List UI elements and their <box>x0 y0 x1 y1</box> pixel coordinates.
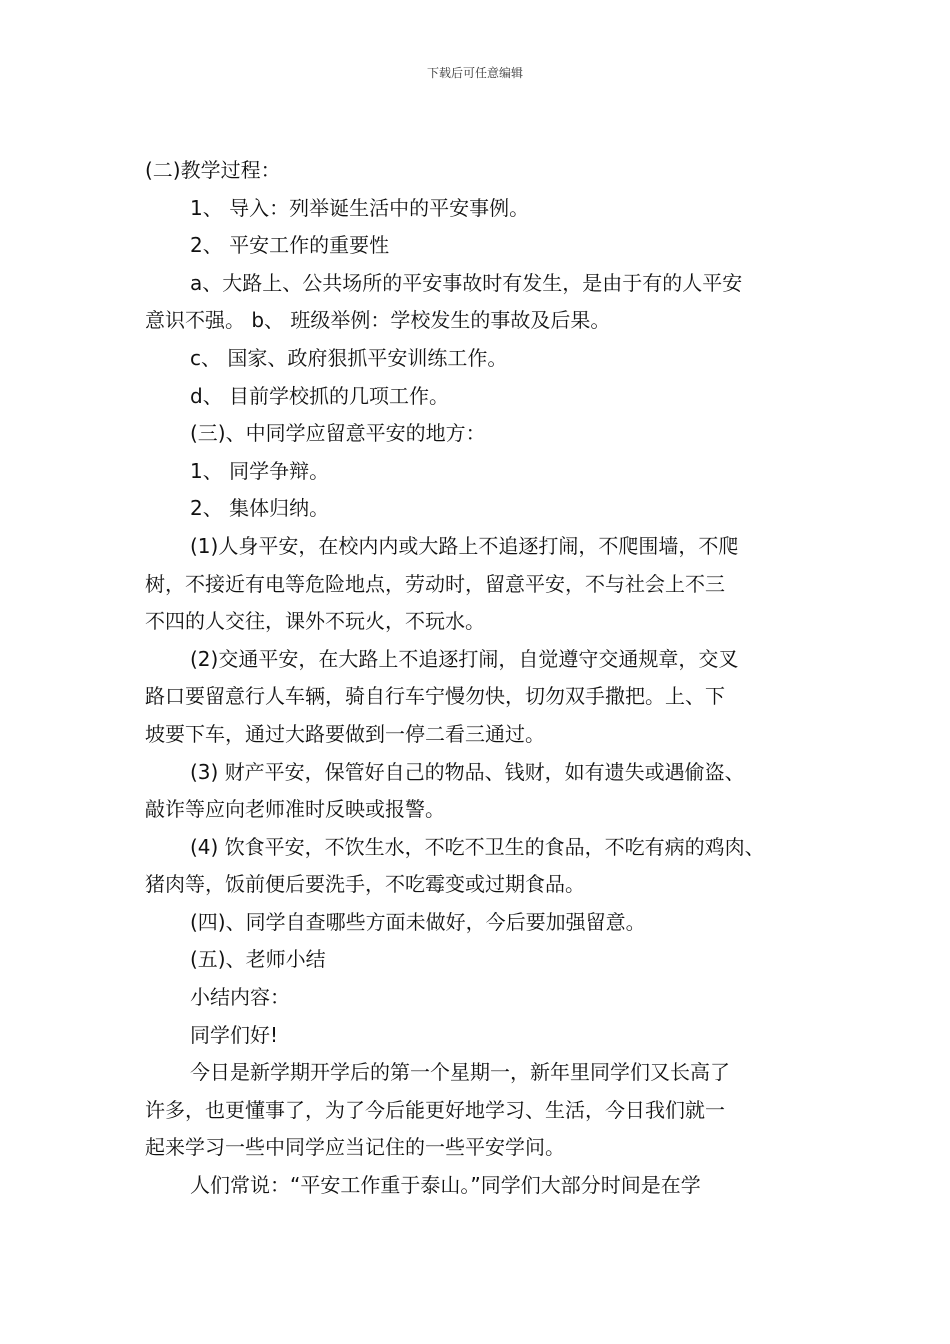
text-line: 同学们好! <box>190 1022 279 1047</box>
paragraph <box>145 340 835 378</box>
text-line: 坡要下车，通过大路要做到一停二看三通过。 <box>145 721 545 746</box>
paragraph <box>145 227 835 265</box>
text-line: 人们常说：“平安工作重于泰山。”同学们大部分时间是在学 <box>190 1173 701 1198</box>
paragraph <box>145 1167 835 1205</box>
paragraph <box>145 378 835 416</box>
paragraph <box>145 415 835 453</box>
paragraph <box>145 190 835 228</box>
text-line: 1、 导入：列举诞生活中的平安事例。 <box>190 195 530 220</box>
text-line: a、大路上、公共场所的平安事故时有发生，是由于有的人平安 <box>190 270 743 295</box>
document-body <box>145 152 835 1205</box>
text-line: 今日是新学期开学后的第一个星期一，新年里同学们又长高了 <box>190 1060 730 1085</box>
text-line: (三)、中同学应留意平安的地方： <box>190 421 486 446</box>
paragraph <box>145 265 835 340</box>
text-line: 起来学习一些中同学应当记住的一些平安学问。 <box>145 1135 565 1160</box>
paragraph <box>145 941 835 979</box>
paragraph <box>145 490 835 528</box>
text-line: c、 国家、政府狠抓平安训练工作。 <box>190 345 508 370</box>
paragraph <box>145 904 835 942</box>
paragraph <box>145 152 835 190</box>
paragraph <box>145 453 835 491</box>
text-line: 2、 集体归纳。 <box>190 496 330 521</box>
page-header: 下载后可任意编辑 <box>426 66 523 80</box>
paragraph <box>145 641 835 754</box>
text-line: 2、 平安工作的重要性 <box>190 233 390 258</box>
text-line: 树，不接近有电等危险地点，劳动时，留意平安，不与社会上不三 <box>145 571 725 596</box>
paragraph <box>145 754 835 829</box>
text-line: (2)交通平安，在大路上不追逐打闹，自觉遵守交通规章，交叉 <box>190 646 739 671</box>
text-line: (四)、同学自查哪些方面未做好，今后要加强留意。 <box>190 909 646 934</box>
text-line: (3) 财产平安，保管好自己的物品、钱财，如有遗失或遇偷盗、 <box>190 759 745 784</box>
text-line: d、 目前学校抓的几项工作。 <box>190 383 450 408</box>
text-line: 意识不强。 b、 班级举例：学校发生的事故及后果。 <box>145 308 611 333</box>
paragraph <box>145 979 835 1017</box>
text-line: 小结内容： <box>190 985 290 1010</box>
text-line: 不四的人交往，课外不玩火，不玩水。 <box>145 609 485 634</box>
text-line: (1)人身平安，在校内内或大路上不追逐打闹，不爬围墙，不爬 <box>190 533 739 558</box>
paragraph <box>145 1054 835 1167</box>
text-line: 猪肉等，饭前便后要洗手，不吃霉变或过期食品。 <box>145 872 585 897</box>
text-line: (二)教学过程： <box>145 158 281 182</box>
text-line: 许多，也更懂事了，为了今后能更好地学习、生活，今日我们就一 <box>145 1097 725 1122</box>
paragraph <box>145 1017 835 1055</box>
text-line: (五)、老师小结 <box>190 947 326 972</box>
paragraph <box>145 528 835 641</box>
text-line: 路口要留意行人车辆，骑自行车宁慢勿快，切勿双手撒把。上、下 <box>145 684 725 709</box>
text-line: 1、 同学争辩。 <box>190 458 330 483</box>
text-line: 敲诈等应向老师准时反映或报警。 <box>145 797 445 822</box>
text-line: (4) 饮食平安，不饮生水，不吃不卫生的食品，不吃有病的鸡肉、 <box>190 834 765 859</box>
paragraph <box>145 829 835 904</box>
